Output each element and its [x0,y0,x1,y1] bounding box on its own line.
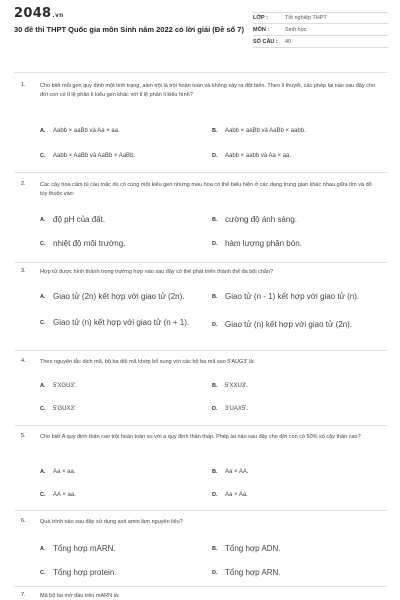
question-number: 1. [21,82,26,88]
option-text: Giao tử (2n) kết hợp với giao tử (2n). [53,292,185,301]
option-text: Giao tử (n - 1) kết hợp với giao tử (n). [225,292,360,301]
option-text: Aabb × aaBb và Aa × aa. [53,128,120,134]
meta-row-subject [253,24,388,36]
option-b[interactable] [212,292,359,301]
logo-main: 2048 [14,6,52,21]
option-text: 5'XXU3'. [225,383,248,389]
option-a[interactable] [40,469,76,475]
option-c[interactable] [40,492,76,498]
option-b[interactable] [212,128,306,134]
option-text: 5'GUX3'. [53,406,77,412]
option-letter: C. [40,240,46,247]
option-a[interactable] [40,383,77,389]
meta-key: MÔN : [253,26,270,33]
option-letter: C. [40,319,46,326]
meta-value: Tốt nghiệp THPT [285,15,327,21]
question-number: 7. [21,592,26,598]
option-a[interactable] [40,544,116,553]
question-1 [14,82,388,167]
option-letter: A. [40,545,46,552]
option-b[interactable] [212,383,248,389]
question-text: Các cây hoa cẩm tú cầu mặc dù có cùng một kiểu gen nhưng màu hoa có thể biểu hiện ở các dạng trung gian khác nhau giữa tím và đỏ tùy thuộc vào: [40,182,372,197]
question-5 [14,433,388,505]
option-text: 5'XGU3'. [53,383,77,389]
option-text: Tổng hợp ARN. [225,568,281,577]
option-c[interactable] [40,317,203,328]
option-text: Aabb × aabb và Aa × aa. [225,153,292,159]
option-d[interactable] [212,239,302,248]
meta-key: SỐ CÂU : [253,38,278,45]
meta-table [253,12,388,48]
site-logo[interactable] [14,6,64,21]
divider [14,425,388,426]
option-b[interactable] [212,544,281,553]
option-a[interactable] [40,292,184,301]
divider [14,586,388,587]
option-letter: D. [212,406,218,412]
option-c[interactable] [40,568,117,577]
option-text: Giao tử (n) kết hợp với giao tử (2n). [225,320,353,329]
option-text: Aa × aa. [53,469,76,475]
option-letter: A. [40,469,46,475]
question-number: 3. [21,268,26,274]
option-letter: C. [40,406,46,412]
option-letter: C. [40,492,46,498]
option-letter: C. [40,153,46,159]
question-number: 6. [21,518,26,524]
option-text: AA × aa. [53,492,76,498]
option-text: Giao tử (n) kết hợp với giao tử (n + 1). [53,318,190,327]
option-letter: D. [212,569,218,576]
option-c[interactable] [40,406,77,412]
question-text: Mã bộ ba mở đầu trên mARN là: [40,593,120,599]
divider [14,262,388,263]
option-text: Aabb × AaBb và AaBb × AaBb. [53,153,136,159]
option-letter: A. [40,383,46,389]
option-c[interactable] [40,239,125,248]
option-text: nhiệt độ môi trường. [53,239,126,248]
option-letter: B. [212,469,218,475]
document-header [0,0,400,64]
meta-row-class [253,12,388,24]
meta-value: 40 [285,38,292,45]
option-d[interactable] [212,153,291,159]
question-2 [14,181,388,258]
logo-suffix: .vn [52,12,64,19]
option-letter: A. [40,216,46,223]
meta-value: Sinh học [285,26,307,33]
option-text: hàm lượng phân bón. [225,239,302,248]
question-3 [14,268,388,348]
question-text: Hợp tử được hình thành trong trường hợp nào sau đây có thể phát triển thành thể đa bội chẵn? [40,269,274,275]
option-letter: D. [212,321,218,328]
option-b[interactable] [212,469,249,475]
question-number: 4. [21,358,26,364]
option-text: Tổng hợp ADN. [225,544,281,553]
divider [14,510,388,511]
option-letter: C. [40,569,46,576]
option-b[interactable] [212,215,297,224]
option-letter: B. [212,383,218,389]
option-text: Aa × AA. [225,469,249,475]
option-d[interactable] [212,568,281,577]
option-letter: B. [212,293,218,300]
meta-row-count [253,36,388,48]
option-text: 3'UAX5'. [225,406,248,412]
question-number: 5. [21,433,26,439]
option-a[interactable] [40,128,120,134]
option-c[interactable] [40,153,135,159]
divider [14,350,388,351]
question-text: Cho biết A quy định thân cao trội hoàn toàn so với a quy định thân thấp. Phép lai nào sau đây cho đời con có 50% số cây thân cao? [40,434,361,440]
option-letter: B. [212,128,218,134]
option-text: Aa × Aa. [225,492,248,498]
option-text: Tổng hợp mARN. [53,544,116,553]
divider [14,172,388,173]
question-number: 2. [21,181,26,187]
option-letter: D. [212,492,218,498]
document-title: 30 đề thi THPT Quốc gia môn Sinh năm 2022 có lời giải (Đề số 7) [14,25,244,34]
option-letter: D. [212,240,218,247]
question-7 [14,592,388,600]
question-text: Theo nguyên tắc dịch mã, bộ ba đối mã khớp bổ sung với các bộ ba mã sao 5'AUG3' là: [40,359,255,365]
option-letter: B. [212,216,218,223]
question-6 [14,518,388,580]
option-letter: A. [40,293,46,300]
question-text: Cho biết mỗi gen quy định một tính trạng, alen trội là trội hoàn toàn và không xảy ra đột biến. Theo lí thuyết, các phép lai nào sau đây cho đời con có tỉ lệ phân li kiểu gen khác với tỉ lệ phân li kiểu hình? [40,83,376,98]
question-4 [14,358,388,422]
option-text: Tổng hợp protein. [53,568,117,577]
option-letter: D. [212,153,218,159]
option-d[interactable] [212,406,248,412]
option-text: cường độ ánh sáng. [225,215,297,224]
question-text: Quá trình nào sau đây sử dụng axit amin làm nguyên liệu? [40,519,183,525]
option-a[interactable] [40,215,105,224]
option-text: độ pH của đất. [53,215,106,224]
option-d[interactable] [212,320,352,329]
divider [14,72,388,73]
option-text: Aabb × aaBb và AaBb × aabb. [225,128,306,134]
meta-key: LỚP : [253,15,268,21]
option-letter: B. [212,545,218,552]
option-d[interactable] [212,492,248,498]
option-letter: A. [40,128,46,134]
